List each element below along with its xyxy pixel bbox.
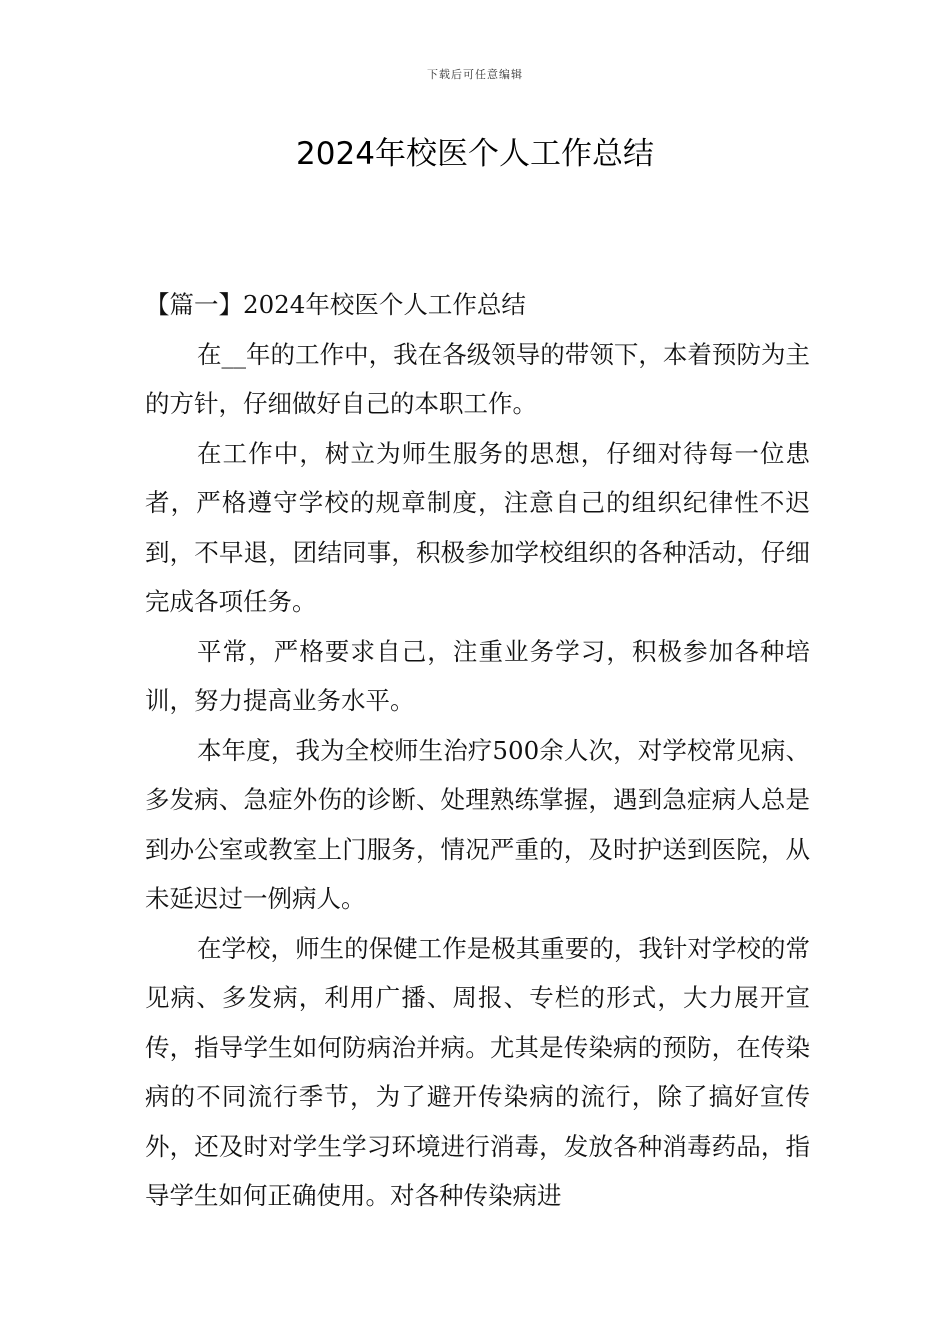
paragraph-1: 在__年的工作中，我在各级领导的带领下，本着预防为主的方针，仔细做好自己的本职工作。 [145,339,810,418]
section-heading: 【篇一】2024年校医个人工作总结 [145,290,526,319]
paragraph-2: 在工作中，树立为师生服务的思想，仔细对待每一位患者，严格遵守学校的规章制度，注意自己的组织纪律性不迟到，不早退，团结同事，积极参加学校组织的各种活动，仔细完成各项任务。 [145,438,810,616]
document-body [145,280,810,1221]
paragraph-3: 平常，严格要求自己，注重业务学习，积极参加各种培训，努力提高业务水平。 [145,636,810,715]
page-header-note: 下载后可任意编辑 [427,68,523,81]
paragraph-5: 在学校，师生的保健工作是极其重要的，我针对学校的常见病、多发病，利用广播、周报、专栏的形式，大力展开宣传，指导学生如何防病治并病。尤其是传染病的预防，在传染病的不同流行季节，为了避开传染病的流行，除了搞好宣传外，还及时对学生学习环境进行消毒，发放各种消毒药品，指导学生如何正确使用。对各种传染病进 [145,933,810,1210]
document-title: 2024年校医个人工作总结 [296,136,654,172]
paragraph-4: 本年度，我为全校师生治疗500余人次，对学校常见病、多发病、急症外伤的诊断、处理熟练掌握，遇到急症病人总是到办公室或教室上门服务，情况严重的，及时护送到医院，从未延迟过一例病人。 [145,735,810,913]
